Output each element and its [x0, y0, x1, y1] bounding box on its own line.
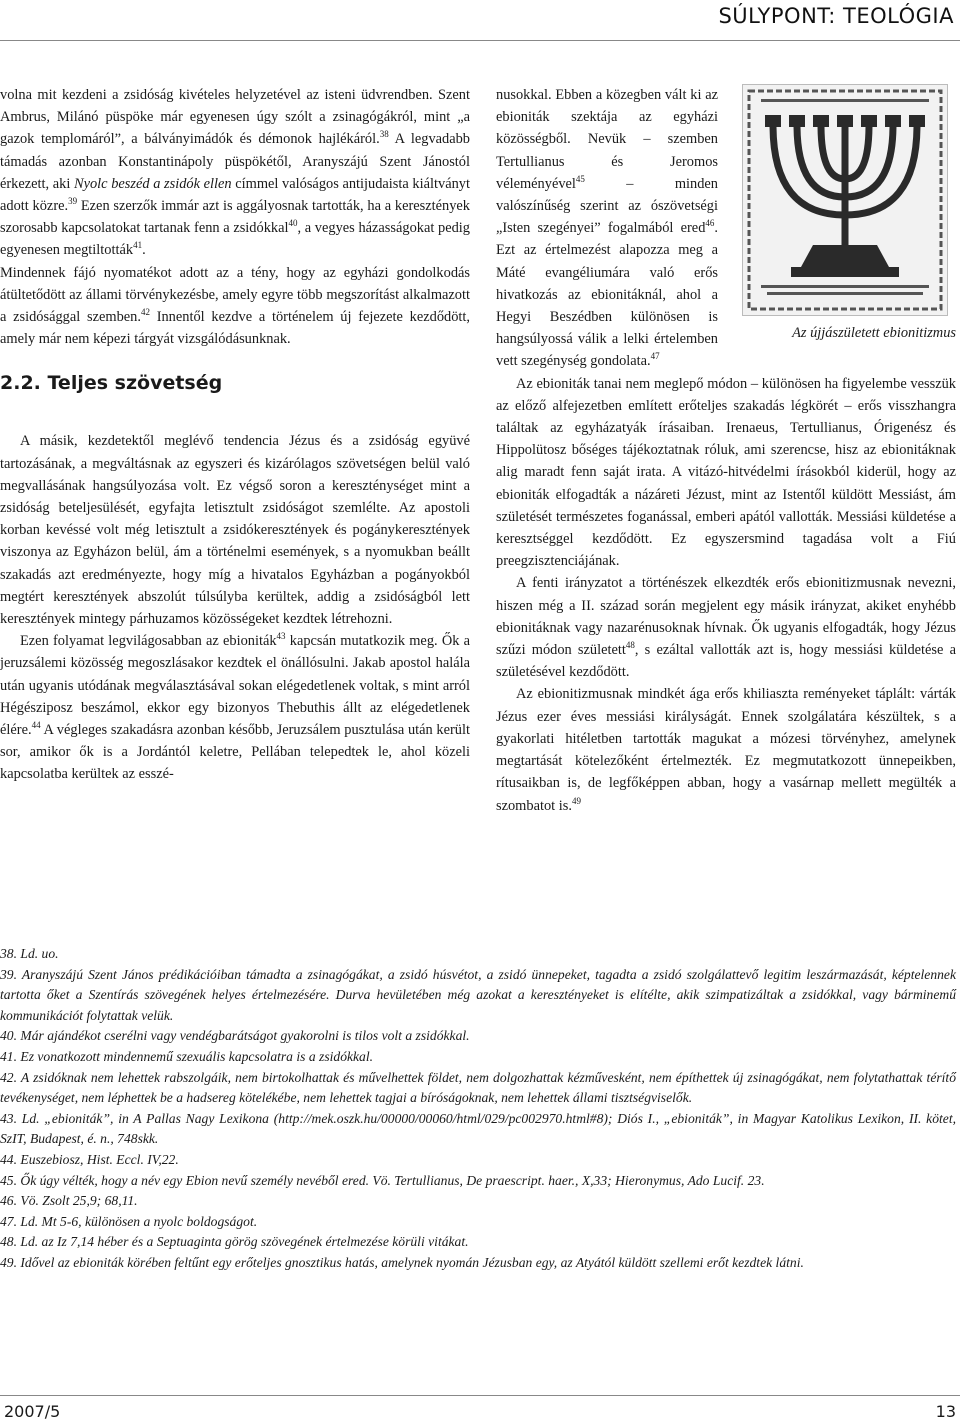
figure-caption: Az újjászületett ebionitizmus: [792, 325, 956, 341]
issue-label: 2007/5: [4, 1402, 61, 1421]
paragraph: [0, 262, 470, 351]
footnote: 45. Ők úgy vélték, hogy a név egy Ebion nevű személy nevéből ered. Vö. Tertullianus, De praescript. haer., X,33; Hieronymus, Ado Lucif. 23.: [0, 1172, 765, 1188]
text-run: A legvadabb támadás azonban Konstantinápoly püspökétől, Aranyszájú Szent Jánostól érkezett, aki: [0, 131, 471, 192]
left-column: [0, 84, 470, 786]
paragraph: [0, 630, 470, 785]
text-run: – minden valószínűség szerint az ószövetségi „Isten szegényei” fogalmából ered: [496, 175, 718, 237]
paragraph: Az ebioniták tanai nem meglepő módon – különösen ha figyelembe vesszük az előző alfejezetben említett erőteljes szakadás légkörét – erős visszhangra találtak az egyházatyák írásaiban. Irenaeus, Tertullianus, Órigenész és Hippolütosz bőséges tájékoztatnak róluk, ami szerencse, hisz az ebionitáknak alig maradt fenn saját irata. A vitázó-hitvédelmi írásokból kiderül, hogy az ebioniták elfogadták a názáreti Jézust, mint az Istentől küldött Messiást, ám születését természetes foganással, emberi apától vallották. Messiási küldetése a keresztséggel kezdődött. Ez egyszersmind tagadása volt a Fiú preegzisztenciájának.: [496, 375, 956, 570]
paragraph: A másik, kezdetektől meglévő tendencia Jézus és a zsidóság együvé tartozásának, a megváltásnak az egyszeri és kizárólagos szövetségen belül való megvallásának hangsúlyozása volt. Ez végső soron a kereszténységet mint a zsidóság beteljesülését, egyfajta letisztult zsidóságot szemlélte. Az apostoli korban kevéssé volt még letisztult a zsidókeresztények és pogánykeresztények viszonya az Egyházon belül, ám a történelmi események, s a nyomukban beállt szakadás azt eredményezte, hogy míg a hivatalos Egyházban a pogányokból megtért keresztények abszolút túlsúlyba kerültek, addig a zsidóságból lett keresztények mintegy párhuzamos közösségeket kezdtek létrehozni.: [0, 433, 470, 628]
footnote: 42. A zsidóknak nem lehettek rabszolgáik, nem birtokolhattak és művelhettek földet, nem dolgozhattak kézművesként, nem építhettek új zsinagógákat, nem folytathattak térítő tevékenységet, nem léphettek be a hadsereg kötelékébe, nem lehettek tagjai a bíróságoknak, nem lehettek állami tisztségviselők.: [0, 1069, 956, 1106]
text-run: , s ezáltal vallották azt is, hogy messiási küldetése a születésével kezdődött.: [496, 642, 956, 681]
footnote: 49. Idővel az ebioniták körében feltűnt egy erőteljes gnosztikus hatás, amelynek nyomán Jézusban egy, az Atyától küldött szellemi erőt kezdtek látni.: [0, 1254, 804, 1270]
section-title: SÚLYPONT: TEOLÓGIA: [718, 4, 954, 28]
footnote: 40. Már ajándékot cserélni vagy vendégbarátságot gyakorolni is tilos volt a zsidókkal.: [0, 1028, 470, 1044]
section-heading: 2.2. Teljes szövetség: [0, 372, 223, 395]
text-run: . Ezt az értelmezést alapozza meg a Máté evangéliumára való erős hivatkozás az ebionitáknál, ahol a Hegyi Beszédben különösen is hangsúlyossá válik a lelki értelemben vett szegénység gondolata.: [496, 220, 718, 370]
text-run: nusokkal. Ebben a közegben vált ki az ebioniták szektája az egyházi közösségből. Nevük – szemben Tertullianus és Jeromos véleményével: [496, 87, 718, 192]
footnote: 43. Ld. „ebioniták”, in A Pallas Nagy Lexikona (http://mek.oszk.hu/00000/00060/html/029/pc002970.html#8); Diós I., „ebioniták”, in Magyar Katolikus Lexikon, II. kötet, SzIT, Budapest, é. n., 748skk.: [0, 1110, 956, 1147]
text-run: A végleges szakadásra azonban később, Jeruzsálem pusztulása után került sor, amikor ők is a Jordántól keletre, Pellában telepedtek le, ahol közeli kapcsolatba kerültek az esszé-: [0, 722, 470, 783]
right-column: [496, 84, 956, 817]
footnote: 46. Vö. Zsolt 25,9; 68,11.: [0, 1193, 138, 1209]
paragraph: [496, 572, 956, 683]
footnote: 41. Ez vonatkozott mindennemű szexuális kapcsolatra is a zsidókkal.: [0, 1048, 374, 1064]
footnote-ref[interactable]: 47: [650, 351, 660, 362]
footnotes: [0, 944, 956, 1274]
text-run: , a vegyes házasságokat pedig egyenesen megtiltották: [0, 220, 470, 259]
footnote: 44. Euszebiosz, Hist. Eccl. IV,22.: [0, 1151, 179, 1167]
footnote-ref[interactable]: 43: [276, 631, 286, 642]
footnote: 38. Ld. uo.: [0, 946, 59, 961]
footnote-ref[interactable]: 49: [571, 795, 581, 806]
page-footer: [0, 1395, 960, 1426]
text-run: Ezen folyamat legvilágosabban az ebioniták: [20, 633, 277, 650]
footnote: 48. Ld. az Iz 7,14 héber és a Septuaginta görög szövegének értelmezése körüli vitákat.: [0, 1234, 469, 1250]
footnote-divider: [0, 938, 960, 939]
paragraph: [496, 683, 956, 816]
text-run: volna mit kezdeni a zsidóság kivételes helyzetével az isteni üdvrendben. Szent Ambrus, Milánó püspöke már egyenesen úgy szólt a zsinagógákról, mint „a gazok templomáról”, a bálványimádók és démonok hajlékáról.: [0, 87, 470, 148]
text-run: Ezen szerzők immár azt is aggályosnak tartották, ha a keresztények szorosabb kapcsolatokat tartanak fenn a zsidókkal: [0, 198, 470, 237]
text-run: Mindennek fájó nyomatékot adott az a tény, hogy az egyházi gondolkodás átültetődött az állami törvénykezésbe, amely egyre több megszorítást alkalmazott a zsidósággal szemben.: [0, 264, 470, 326]
page-header: [0, 0, 960, 41]
footnote-ref[interactable]: 39: [68, 196, 78, 207]
footnote-ref[interactable]: 40: [288, 218, 298, 229]
footnote-ref[interactable]: 42: [140, 307, 150, 318]
text-run: .: [142, 242, 146, 259]
footnote-ref[interactable]: 46: [705, 218, 715, 229]
paragraph: [0, 84, 470, 262]
footnote: 39. Aranyszájú Szent János prédikációiban támadta a zsinagógákat, a zsidó húsvétot, a zsidó ünnepeket, tagadta a zsidó szolgálattevő legitim leszármazását, képtelennek tartotta őket a Szentírás szövegének helyes értelmezésére. Durva hevületében még azokat a keresztényeket is elítélte, akik szimpatizáltak a zsidókkal, vagy bárminemű kommunikációt folytattak velük.: [0, 966, 956, 1023]
menorah-image: [742, 84, 948, 316]
text-run: Az ebionitizmusnak mindkét ága erős khiliaszta reményeket táplált: várták Jézus ezer éves messiási királyságát. Ennek szolgálatára készültek, s a gyakorlati hitéletben tartották magukat a mózesi törvényhez, amelynek megtartását kötelezőként értelmezték. Ez megmutatkozott ünnepeikben, rítusaikban is, de legfőképpen abban, hogy a vasárnap mellett megülték a szombatot is.: [496, 686, 956, 814]
text-run: címmel valóságos antijudaista kiáltványt adott közre.: [0, 175, 470, 215]
footnote: 47. Ld. Mt 5-6, különösen a nyolc boldogságot.: [0, 1213, 258, 1229]
book-title: Nyolc beszéd a zsidók ellen: [74, 175, 232, 192]
footnote-ref[interactable]: 45: [575, 174, 585, 185]
footnote-ref[interactable]: 38: [379, 129, 389, 140]
text-run: A fenti irányzatot a történészek elkezdték erős ebionitizmusnak nevezni, hiszen még a II. század során megjelent egy másik irányzat, akiket enyhébb ebionitáknak vagy nazarénusoknak hívnak. Ők ugyanis elfogadták, hogy Jézus szűzi módon született: [496, 575, 956, 659]
text-run: kapcsán mutatkozik meg. Ők a jeruzsálemi közösség megoszlásakor kezdtek el önállósulni. Jakab apostol halála után ugyanis utódának megválasztásával sokan elégedetlenek voltak, s mint arról Hégésziposz beszámol, ekkor egy bizonyos Thebuthis állt az elégedetlenek élére.: [0, 633, 470, 739]
footnote-ref[interactable]: 41: [133, 240, 143, 251]
page-number: 13: [935, 1402, 956, 1421]
figure: [730, 84, 956, 343]
text-run: Innentől kezdve a történelem új fejezete kezdődött, amely már nem képezi tárgyát vizsgálódásunknak.: [0, 309, 470, 348]
footnote-ref[interactable]: 48: [625, 640, 635, 651]
footnote-ref[interactable]: 44: [31, 720, 41, 731]
